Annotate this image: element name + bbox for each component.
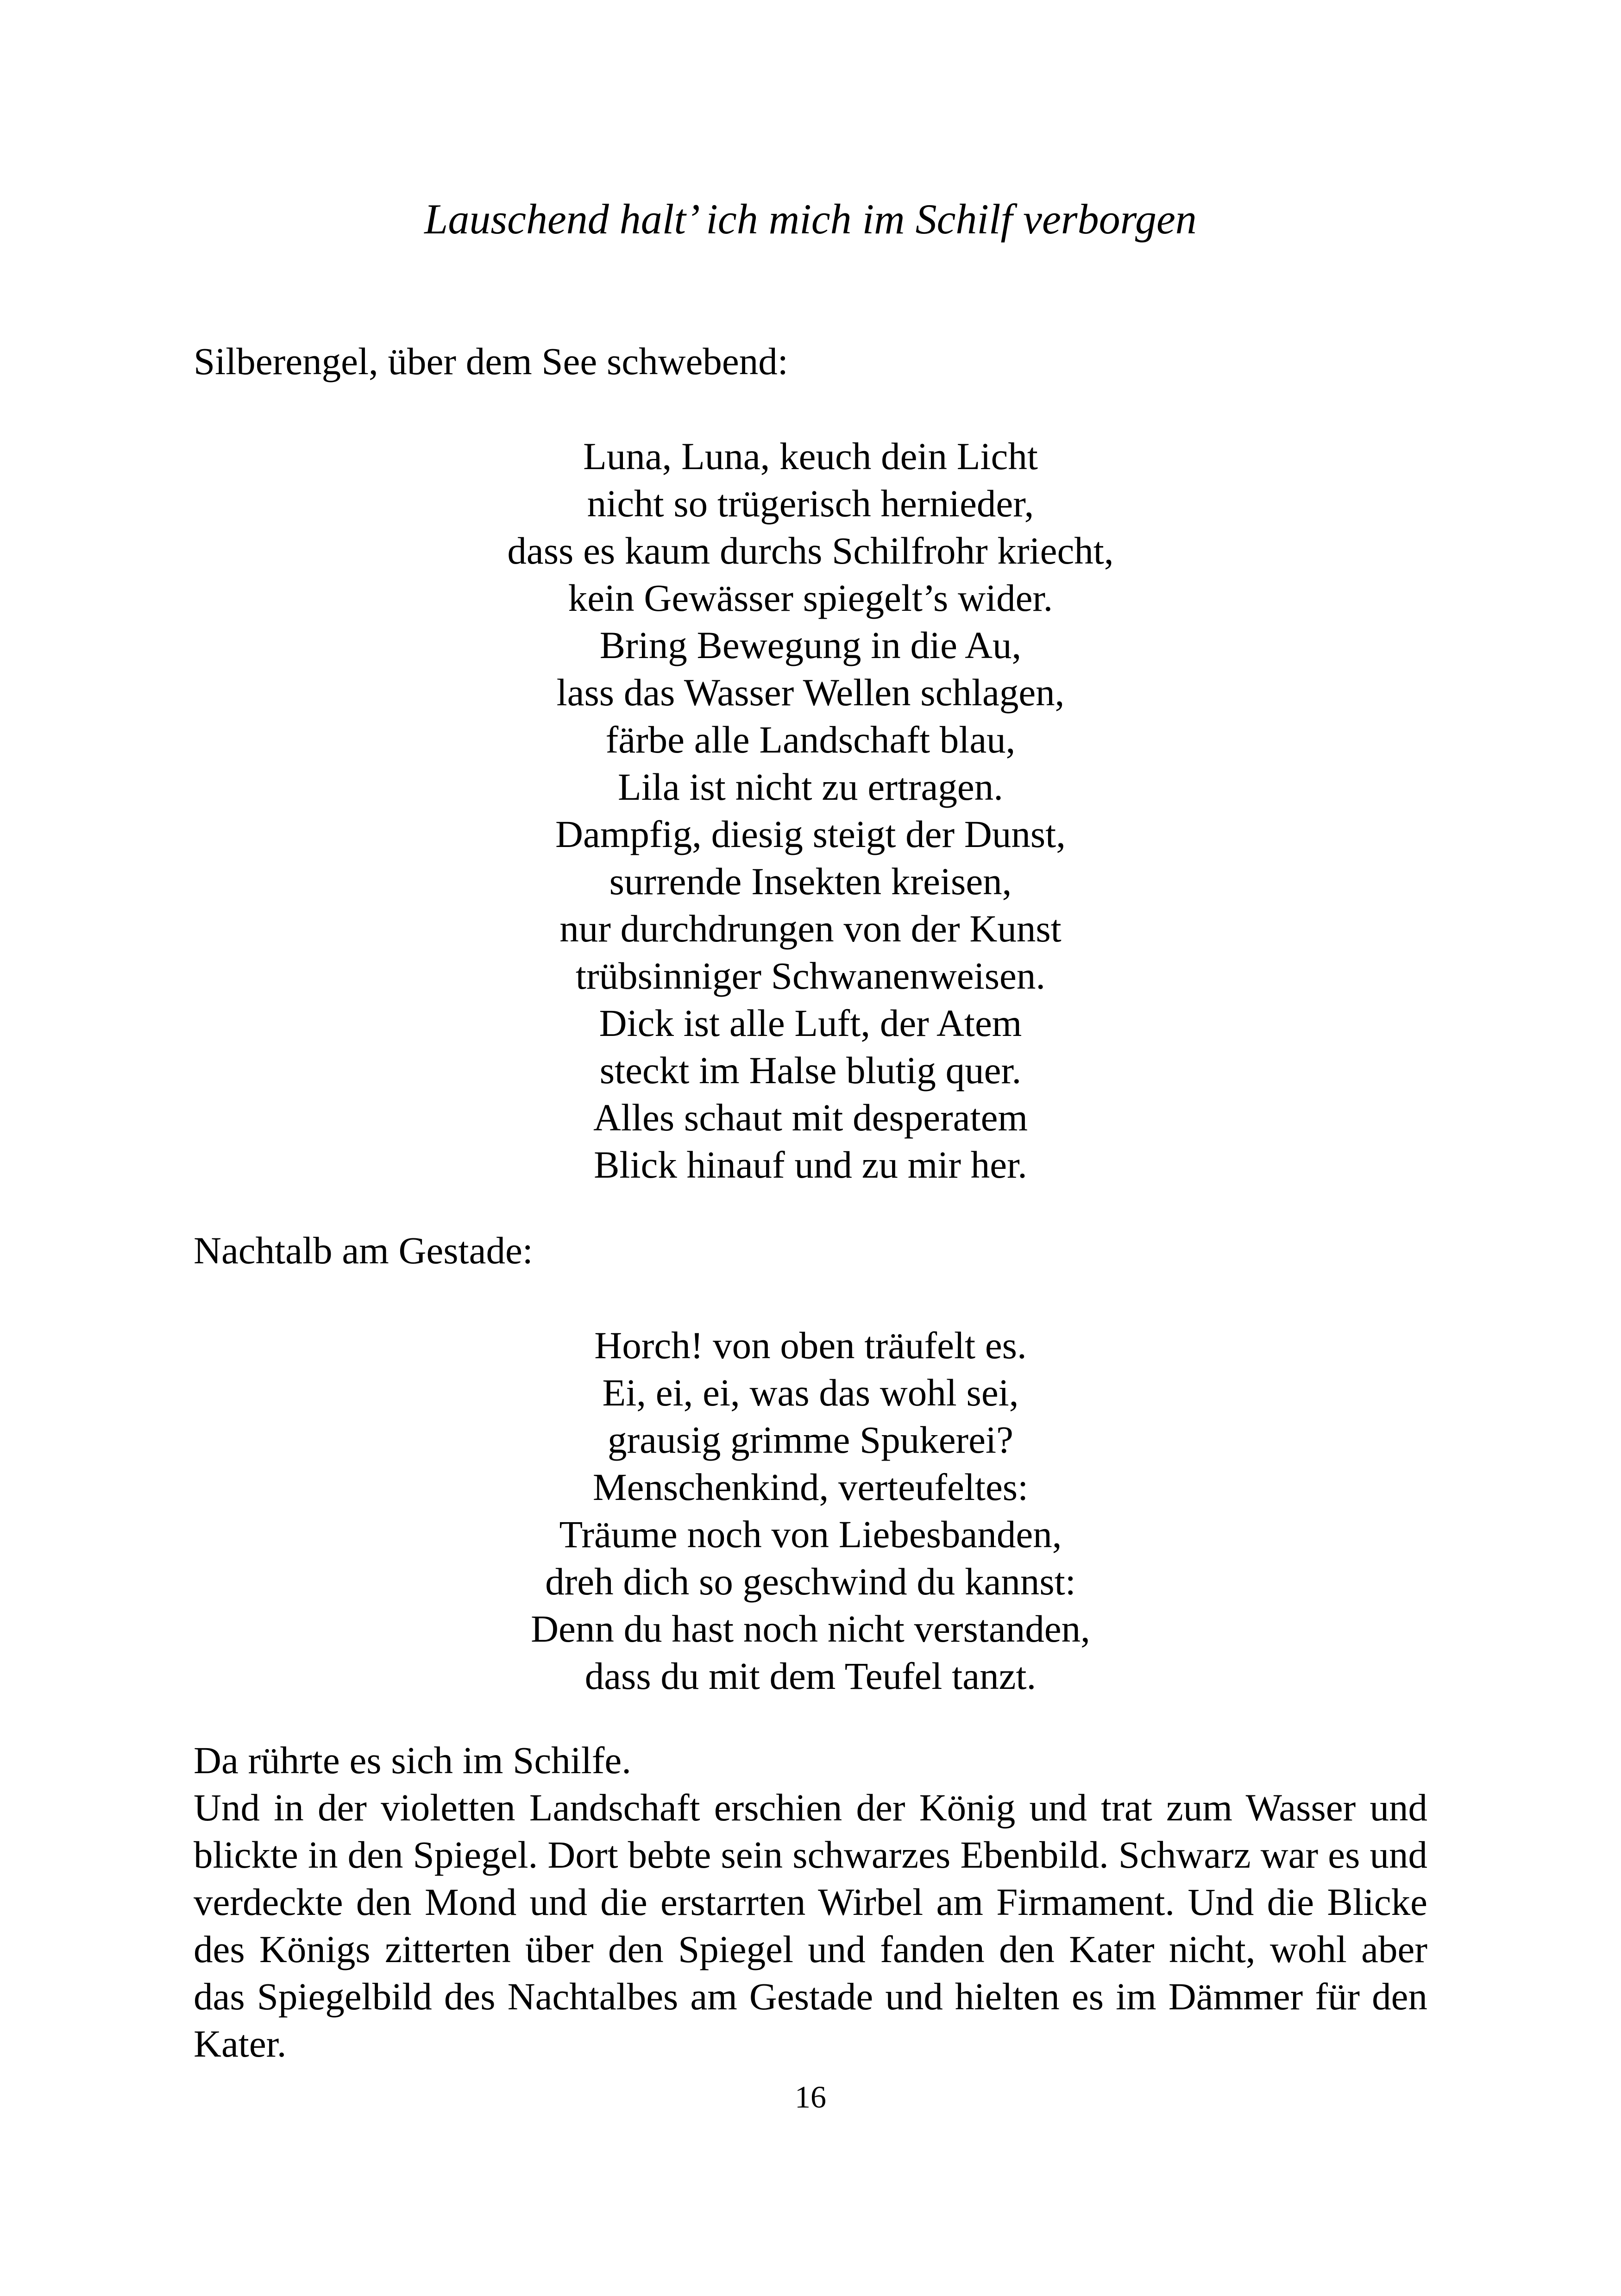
prose-paragraph: Und in der violetten Landschaft erschien der König und trat zum Wasser und blickte in den Spiegel. Dort bebte sein schwarzes Ebenbild. Schwarz war es und verdeckte den Mond und die erstarrten Wirbel am Firmament. Und die Blicke des Königs zitterten über den Spiegel und fanden den Kater nicht, wohl aber das Spiegelbild des Nachtalbes am Gestade und hielten es im Dämmer für den Kater. bbox=[194, 1786, 1427, 2065]
verse-line: Träume noch von Liebesbanden, bbox=[559, 1513, 1062, 1556]
verse-line: Dampfig, diesig steigt der Dunst, bbox=[555, 813, 1066, 855]
prose-line: Da rührte es sich im Schilfe. bbox=[194, 1739, 632, 1782]
verse-line: Ei, ei, ei, was das wohl sei, bbox=[602, 1371, 1019, 1414]
verse-line: Luna, Luna, keuch dein Licht bbox=[583, 435, 1038, 477]
verse-line: lass das Wasser Wellen schlagen, bbox=[556, 671, 1065, 714]
speaker-label-silberengel: Silberengel, über dem See schwebend: bbox=[194, 340, 788, 383]
verse-line: grausig grimme Spukerei? bbox=[608, 1418, 1013, 1461]
verse-line: Horch! von oben träufelt es. bbox=[594, 1324, 1027, 1367]
verse-block-silberengel bbox=[440, 433, 1181, 1188]
verse-line: nicht so trügerisch hernieder, bbox=[587, 482, 1034, 525]
verse-line: nur durchdrungen von der Kunst bbox=[559, 907, 1062, 950]
verse-line: dass es kaum durchs Schilfrohr kriecht, bbox=[507, 529, 1114, 572]
verse-line: Alles schaut mit desperatem bbox=[593, 1096, 1028, 1139]
verse-line: Bring Bewegung in die Au, bbox=[599, 624, 1022, 666]
verse-line: surrende Insekten kreisen, bbox=[609, 860, 1012, 903]
speaker-label-nachtalb: Nachtalb am Gestade: bbox=[194, 1229, 533, 1272]
verse-line: färbe alle Landschaft blau, bbox=[605, 718, 1016, 761]
poem-title: Lauschend halt’ ich mich im Schilf verborgen bbox=[424, 195, 1197, 243]
verse-line: Menschenkind, verteufeltes: bbox=[592, 1466, 1029, 1508]
verse-line: trübsinniger Schwanenweisen. bbox=[575, 954, 1046, 997]
verse-line: steckt im Halse blutig quer. bbox=[599, 1049, 1022, 1092]
verse-line: dass du mit dem Teufel tanzt. bbox=[584, 1655, 1037, 1697]
prose-section bbox=[194, 1737, 1427, 2067]
verse-line: Dick ist alle Luft, der Atem bbox=[599, 1002, 1022, 1044]
verse-block-nachtalb bbox=[440, 1322, 1181, 1700]
verse-line: Lila ist nicht zu ertragen. bbox=[618, 765, 1003, 808]
verse-line: kein Gewässer spiegelt’s wider. bbox=[568, 577, 1053, 619]
verse-line: dreh dich so geschwind du kannst: bbox=[545, 1560, 1076, 1603]
verse-line: Blick hinauf und zu mir her. bbox=[594, 1143, 1027, 1186]
verse-line: Denn du hast noch nicht verstanden, bbox=[531, 1607, 1090, 1650]
page-number: 16 bbox=[795, 2079, 826, 2114]
